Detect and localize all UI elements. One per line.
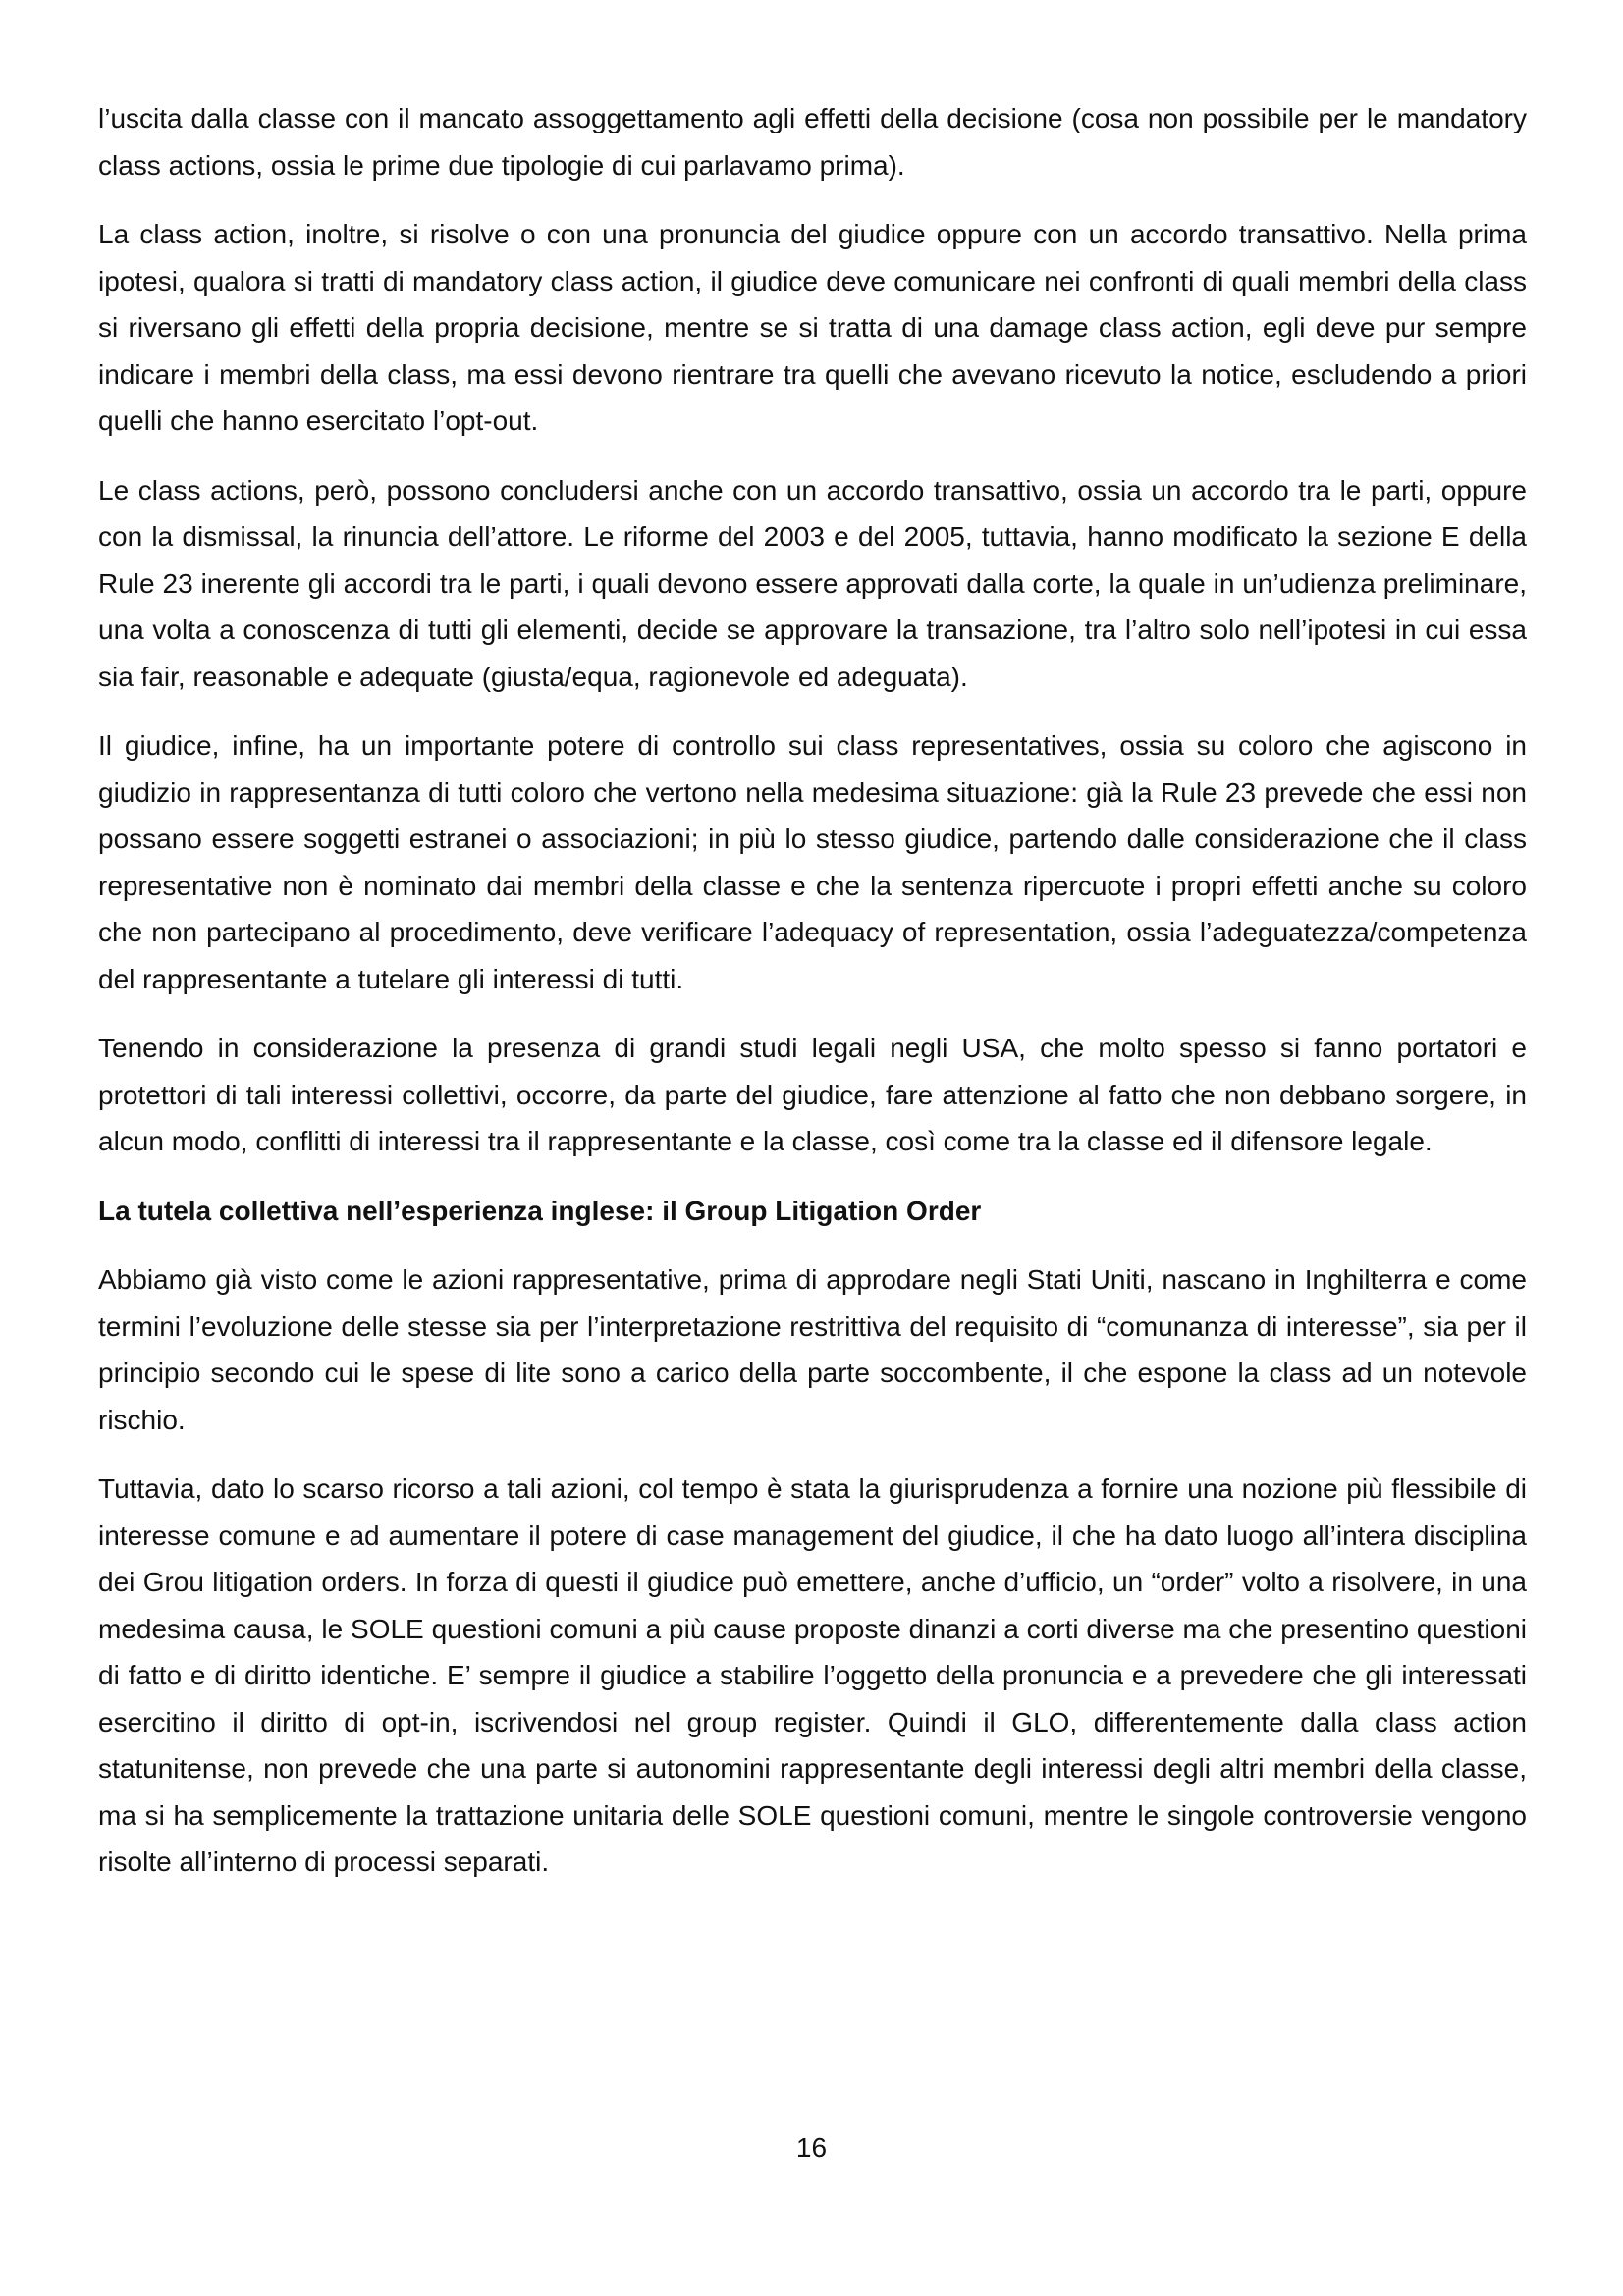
paragraph: Le class actions, però, possono concludersi anche con un accordo transattivo, ossia un accordo tra le parti, oppure con la dismissal, la rinuncia dell’attore. Le riforme del 2003 e del 2005, tuttavia, hanno modificato la sezione E della Rule 23 inerente gli accordi tra le parti, i quali devono essere approvati dalla corte, la quale in un’udienza preliminare, una volta a conoscenza di tutti gli elementi, decide se approvare la transazione, tra l’altro solo nell’ipotesi in cui essa sia fair, reasonable e adequate (giusta/equa, ragionevole ed adeguata). — [98, 474, 1527, 692]
document-page — [98, 95, 1527, 1908]
paragraph: Tuttavia, dato lo scarso ricorso a tali azioni, col tempo è stata la giurisprudenza a fornire una nozione più flessibile di interesse comune e ad aumentare il potere di case management del giudice, il che ha dato luogo all’intera disciplina dei Grou litigation orders. In forza di questi il giudice può emettere, anche d’ufficio, un “order” volto a risolvere, in una medesima causa, le SOLE questioni comuni a più cause proposte dinanzi a corti diverse ma che presentino questioni di fatto e di diritto identiche. E’ sempre il giudice a stabilire l’oggetto della pronuncia e a prevedere che gli interessati esercitino il diritto di opt-in, iscrivendosi nel group register. Quindi il GLO, differentemente dalla class action statunitense, non prevede che una parte si autonomini rappresentante degli interessi degli altri membri della classe, ma si ha semplicemente la trattazione unitaria delle SOLE questioni comuni, mentre le singole controversie vengono risolte all’interno di processi separati. — [98, 1473, 1527, 1877]
section-heading: La tutela collettiva nell’esperienza inglese: il Group Litigation Order — [98, 1195, 982, 1226]
paragraph: Il giudice, infine, ha un importante potere di controllo sui class representatives, ossia su coloro che agiscono in giudizio in rappresentanza di tutti coloro che vertono nella medesima situazione: già la Rule 23 prevede che essi non possano essere soggetti estranei o associazioni; in più lo stesso giudice, partendo dalle considerazione che il class representative non è nominato dai membri della classe e che la sentenza ripercuote i propri effetti anche su coloro che non partecipano al procedimento, deve verificare l’adequacy of representation, ossia l’adeguatezza/competenza del rappresentante a tutelare gli interessi di tutti. — [98, 730, 1527, 994]
paragraph: Abbiamo già visto come le azioni rappresentative, prima di approdare negli Stati Uniti, nascano in Inghilterra e come termini l’evoluzione delle stesse sia per l’interpretazione restrittiva del requisito di “comunanza di interesse”, sia per il principio secondo cui le spese di lite sono a carico della parte soccombente, il che espone la class ad un notevole rischio. — [98, 1264, 1527, 1435]
paragraph: La class action, inoltre, si risolve o con una pronuncia del giudice oppure con un accordo transattivo. Nella prima ipotesi, qualora si tratti di mandatory class action, il giudice deve comunicare nei confronti di quali membri della class si riversano gli effetti della propria decisione, mentre se si tratta di una damage class action, egli deve pur sempre indicare i membri della class, ma essi devono rientrare tra quelli che avevano ricevuto la notice, escludendo a priori quelli che hanno esercitato l’opt-out. — [98, 219, 1527, 436]
paragraph: l’uscita dalla classe con il mancato assoggettamento agli effetti della decisione (cosa non possibile per le mandatory class actions, ossia le prime due tipologie di cui parlavamo prima). — [98, 103, 1527, 181]
page-number: 16 — [795, 2132, 828, 2163]
paragraph: Tenendo in considerazione la presenza di grandi studi legali negli USA, che molto spesso si fanno portatori e protettori di tali interessi collettivi, occorre, da parte del giudice, fare attenzione al fatto che non debbano sorgere, in alcun modo, conflitti di interessi tra il rappresentante e la classe, così come tra la classe ed il difensore legale. — [98, 1033, 1527, 1156]
